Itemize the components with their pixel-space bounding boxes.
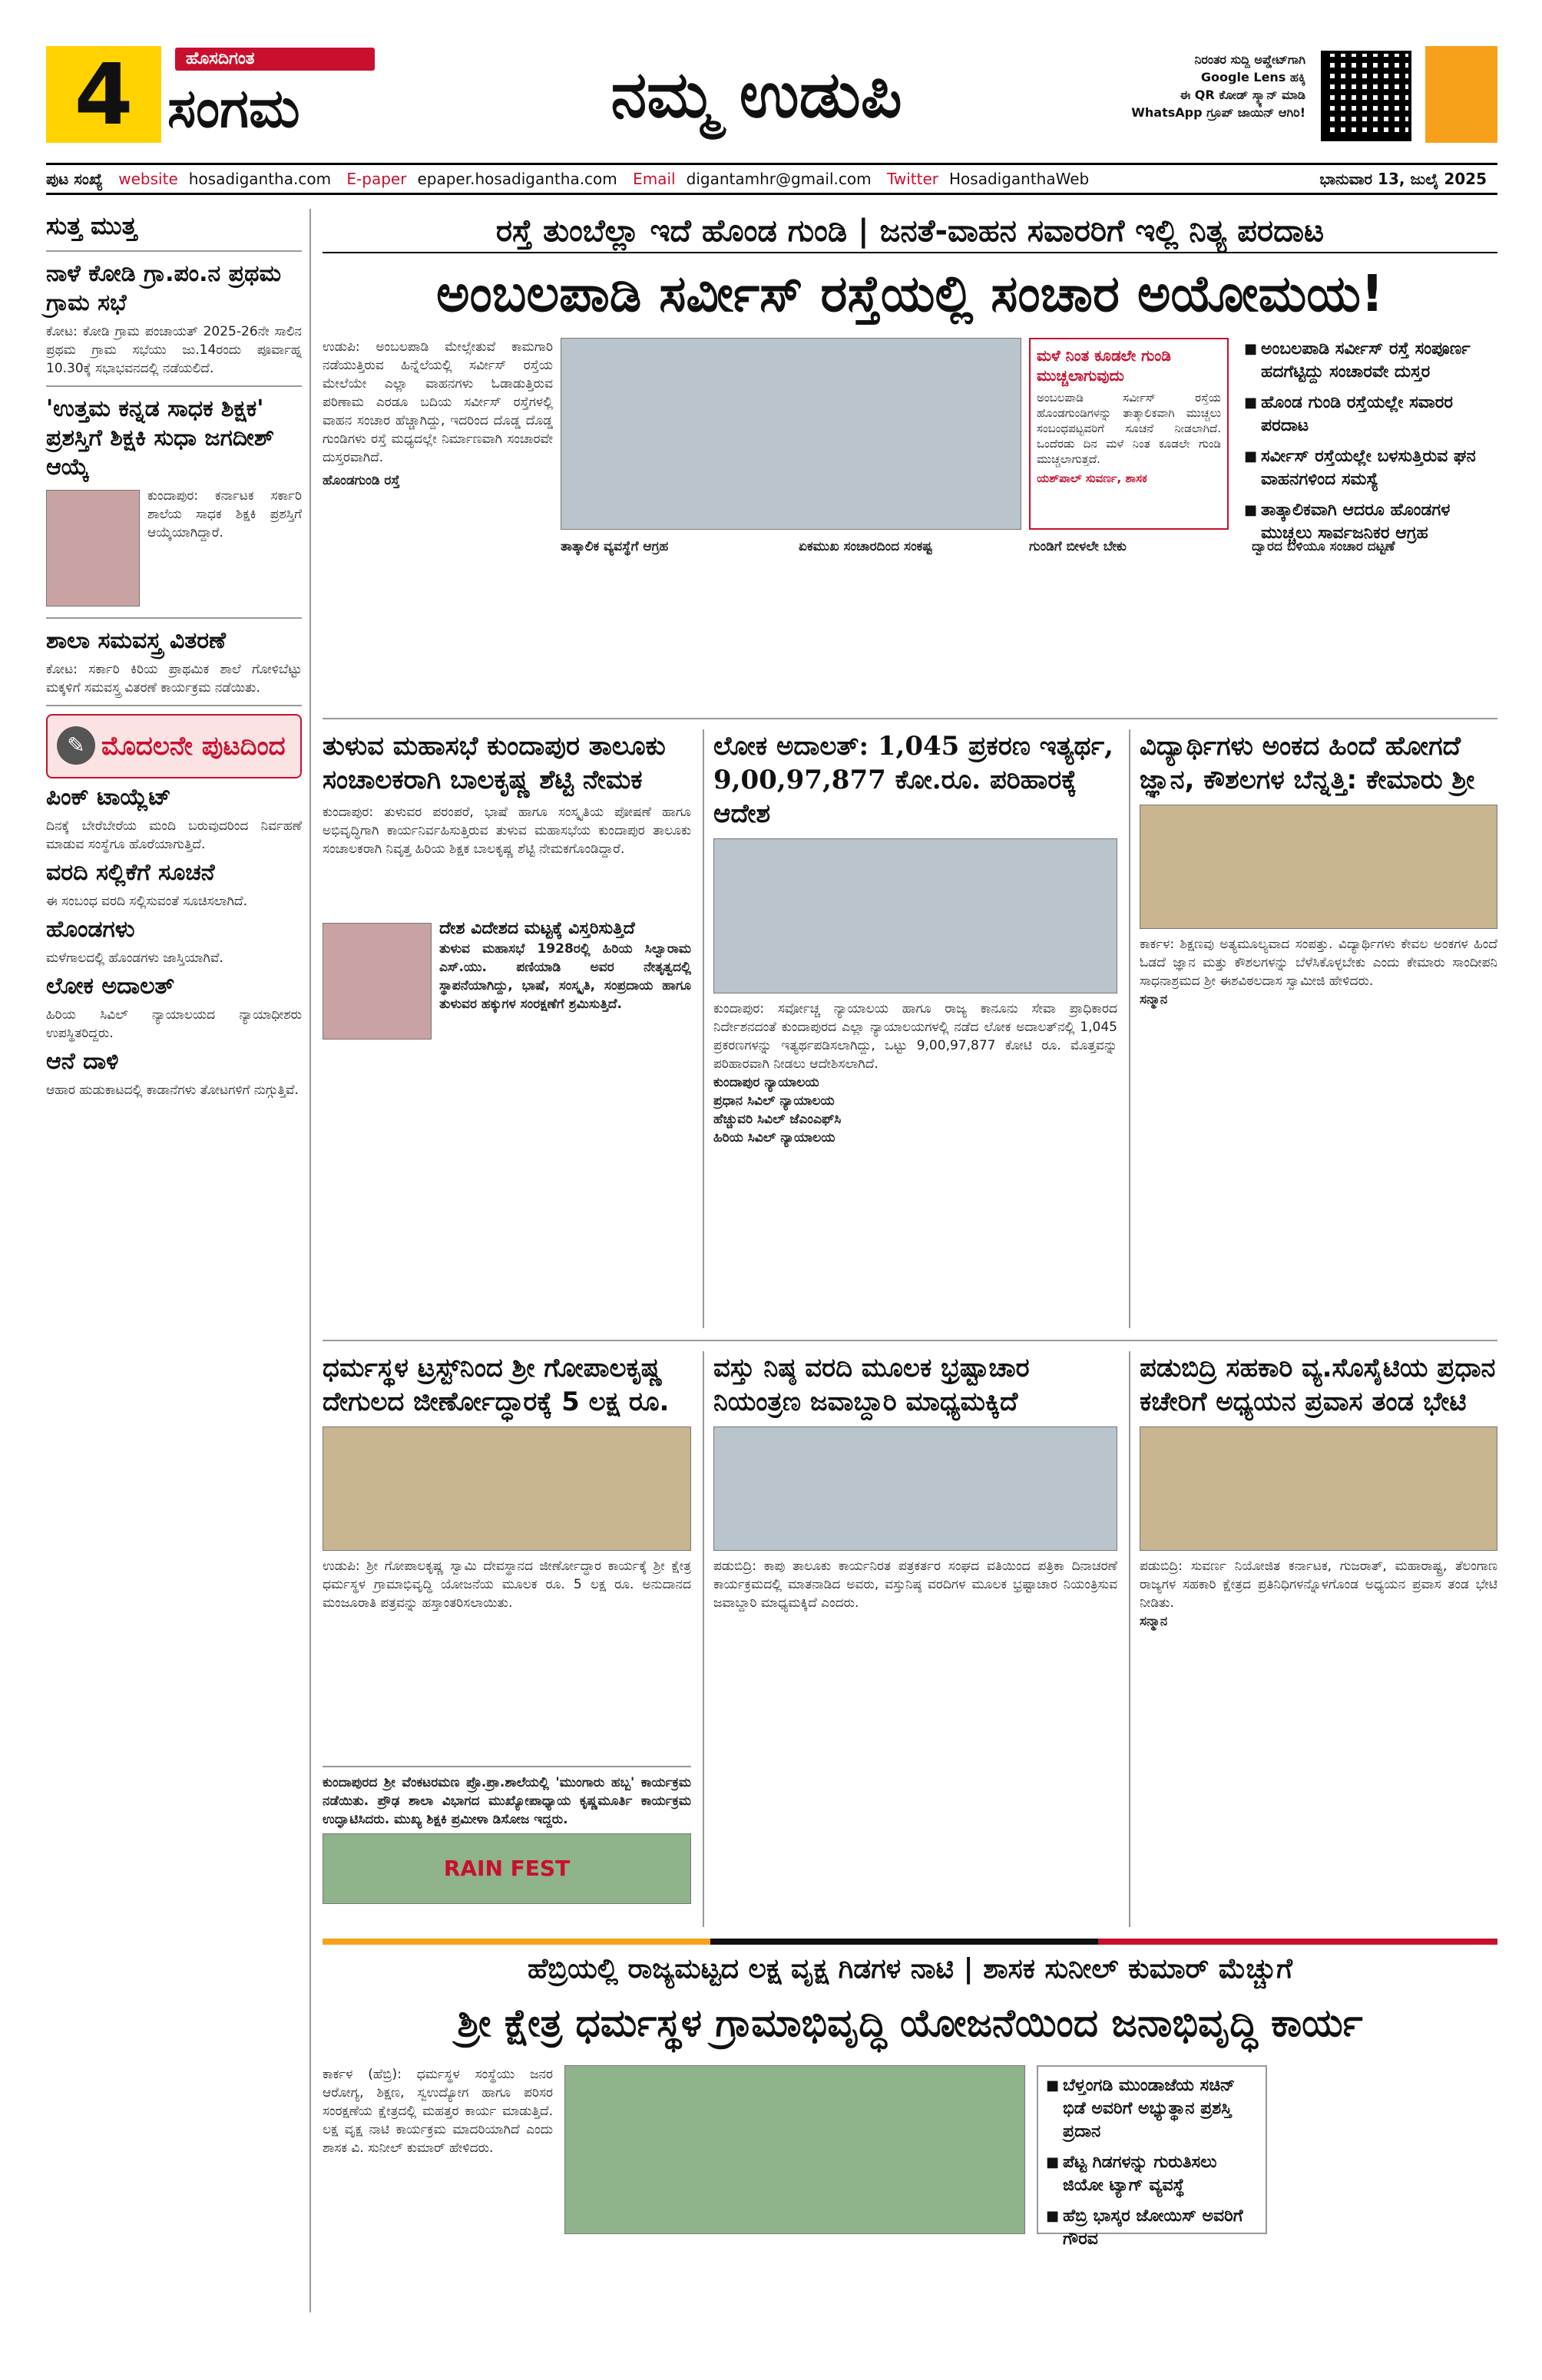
court-photo	[713, 838, 1117, 993]
story-body: ಕಾರ್ಕಳ: ಶಿಕ್ಷಣವು ಅತ್ಯಮೂಲ್ಯವಾದ ಸಂಪತ್ತು. ವಿದ್ಯಾರ್ಥಿಗಳು ಕೇವಲ ಅಂಕಗಳ ಹಿಂದೆ ಓಡದೆ ಜ್ಞಾನ ಮತ್ತು ಕೌಶಲಗಳನ್ನು ಬೆಳೆಸಿಕೊಳ್ಳಬೇಕು ಎಂದು ಕೇಮಾರು ಸಾಂದೀಪನಿ ಸಾಧನಾಶ್ರಮದ ಶ್ರೀ ಈಶವಿಠಲದಾಸ ಸ್ವಾಮೀಜಿ ಹೇಳಿದರು.	[1140, 937, 1497, 989]
news-headline: ಶಾಲಾ ಸಮವಸ್ತ್ರ ವಿತರಣೆ	[46, 627, 227, 654]
story-headline: ತುಳುವ ಮಹಾಸಭೆ ಕುಂದಾಪುರ ತಾಲೂಕು ಸಂಚಾಲಕರಾಗಿ ಬಾಲಕೃಷ್ಣ ಶೆಟ್ಟಿ ನೇಮಕ	[323, 731, 666, 795]
lead-subhead: ದ್ವಾರದ ಬಳಿಯೂ ಸಂಚಾರ ದಟ್ಟಣೆ	[1252, 539, 1395, 554]
lead-headline: ಅಂಬಲಪಾಡಿ ಸರ್ವೀಸ್ ರಸ್ತೆಯಲ್ಲಿ ಸಂಚಾರ ಅಯೋಮಯ!	[435, 264, 1385, 323]
first-page-title: ಮೊದಲನೇ ಪುಟದಿಂದ	[101, 731, 286, 762]
left-column	[46, 209, 311, 2312]
pencil-icon: ✎	[57, 726, 95, 765]
quote-by: ಯಶ್‌ಪಾಲ್ ಸುವರ್ಣ, ಶಾಸಕ	[1037, 471, 1147, 485]
story-body: ಉಡುಪಿ: ಶ್ರೀ ಗೋಪಾಲಕೃಷ್ಣ ಸ್ವಾಮಿ ದೇವಸ್ಥಾನದ ಜೀರ್ಣೋದ್ಧಾರ ಕಾರ್ಯಕ್ಕೆ ಶ್ರೀ ಕ್ಷೇತ್ರ ಧರ್ಮಸ್ಥಳ ಗ್ರಾಮಾಭಿವೃದ್ಧಿ ಯೋಜನೆಯ ಮೂಲಕ ರೂ. 5 ಲಕ್ಷ ರೂ. ಅನುದಾನದ ಮಂಜೂರಾತಿ ಪತ್ರವನ್ನು ಹಸ್ತಾಂತರಿಸಲಾಯಿತು.	[323, 1559, 691, 1611]
story-body: ಕುಂದಾಪುರ: ಸರ್ವೋಚ್ಚ ನ್ಯಾಯಾಲಯ ಹಾಗೂ ರಾಜ್ಯ ಕಾನೂನು ಸೇವಾ ಪ್ರಾಧಿಕಾರದ ನಿರ್ದೇಶನದಂತೆ ಕುಂದಾಪುರದ ಎಲ್ಲಾ ನ್ಯಾಯಾಲಯಗಳಲ್ಲಿ ನಡೆದ ಲೋಕ ಅದಾಲತ್‌ನಲ್ಲಿ 1,045 ಪ್ರಕರಣಗಳನ್ನು ಇತ್ಯರ್ಥಪಡಿಸಲಾಗಿದ್ದು, ಒಟ್ಟು 9,00,97,877 ಕೋಟಿ ರೂ. ಮೊತ್ತವನ್ನು ಪರಿಹಾರವಾಗಿ ನೀಡಲು ಆದೇಶಿಸಲಾಗಿದೆ.	[713, 1001, 1117, 1072]
news-body: ಕೋಟ: ಕೋಡಿ ಗ್ರಾಮ ಪಂಚಾಯತ್ 2025-26ನೇ ಸಾಲಿನ ಪ್ರಥಮ ಗ್ರಾಮ ಸಭೆಯು ಜು.14ರಂದು ಪೂರ್ವಾಹ್ನ 10.30ಕ್ಕೆ ಸಭಾಭವನದಲ್ಲಿ ನಡೆಯಲಿದೆ.	[46, 324, 302, 376]
bottom-headline: ಶ್ರೀ ಕ್ಷೇತ್ರ ಧರ್ಮಸ್ಥಳ ಗ್ರಾಮಾಭಿವೃದ್ಧಿ ಯೋಜನೆಯಿಂದ ಜನಾಭಿವೃದ್ಧಿ ಕಾರ್ಯ	[457, 2001, 1363, 2045]
email-link[interactable]: digantamhr@gmail.com	[686, 170, 872, 188]
brand-small: ಹೊಸದಿಗಂತ	[175, 48, 375, 71]
story-headline: ವಸ್ತು ನಿಷ್ಠ ವರದಿ ಮೂಲಕ ಭ್ರಷ್ಟಾಚಾರ ನಿಯಂತ್ರಣ ಜವಾಬ್ದಾರಿ ಮಾಧ್ಯಮಕ್ಕಿದೆ	[713, 1353, 1030, 1417]
lead-subhead: ಗುಂಡಿಗೆ ಬೀಳಲೇ ಬೇಕು	[1029, 539, 1127, 554]
quote-head: ಮಳೆ ನಿಂತ ಕೂಡಲೇ ಗುಂಡಿ ಮುಚ್ಚಲಾಗುವುದು	[1037, 346, 1171, 385]
news-body: ಕುಂದಾಪುರ: ಕರ್ನಾಟಕ ಸರ್ಕಾರಿ ಶಾಲೆಯ ಸಾಧಕ ಶಿಕ್ಷಕಿ ಪ್ರಶಸ್ತಿಗೆ ಆಯ್ಕೆಯಾಗಿದ್ದಾರೆ.	[147, 488, 302, 540]
bottom-bullet: ■ ಹೆಬ್ರಿ ಭಾಸ್ಕರ ಜೋಯಿಸ್ ಅವರಿಗೆ ಗೌರವ	[1046, 2205, 1258, 2251]
section-title: ನಮ್ಮ ಉಡುಪಿ	[611, 57, 902, 132]
lead-subhead: ತಾತ್ಕಾಲಿಕ ವ್ಯವಸ್ಥೆಗೆ ಆಗ್ರಹ	[561, 539, 669, 554]
lead-body-text: ಉಡುಪಿ: ಅಂಬಲಪಾಡಿ ಮೇಲ್ಸೇತುವೆ ಕಾಮಗಾರಿ ನಡೆಯುತ್ತಿರುವ ಹಿನ್ನೆಲೆಯಲ್ಲಿ ಸರ್ವೀಸ್ ರಸ್ತೆಯ ಮೇಲೆಯೇ ಎಲ್ಲಾ ವಾಹನಗಳು ಓಡಾಡುತ್ತಿರುವ ಪರಿಣಾಮ ಎರಡೂ ಬದಿಯ ಸರ್ವೀಸ್ ರಸ್ತೆಗಳಲ್ಲಿ ವಾಹನ ಸಂಚಾರ ಹೆಚ್ಚಾಗಿದ್ದು, ಇದರಿಂದ ದೊಡ್ಡ ದೊಡ್ಡ ಗುಂಡಿಗಳು ರಸ್ತೆ ಮಧ್ಯದಲ್ಲೇ ನಿರ್ಮಾಣವಾಗಿ ಸಂಚಾರವೇ ದುಸ್ತರವಾಗಿದೆ.	[323, 339, 553, 465]
page-label: ಪುಟ ಸಂಖ್ಯೆ	[46, 170, 103, 188]
story-headline: ಪಡುಬಿದ್ರಿ ಸಹಕಾರಿ ವ್ಯ.ಸೊಸೈಟಿಯ ಪ್ರಧಾನ ಕಚೇರಿಗೆ ಅಧ್ಯಯನ ಪ್ರವಾಸ ತಂಡ ಭೇಟಿ	[1140, 1353, 1496, 1417]
lead-body	[323, 338, 553, 699]
story-lok-adalat	[703, 729, 1117, 1328]
divider	[323, 1340, 1497, 1341]
website-label: website	[118, 170, 178, 188]
story-subhead: ಪ್ರಧಾನ ಸಿವಿಲ್ ನ್ಯಾಯಾಲಯ	[713, 1093, 835, 1109]
portrait-photo	[46, 490, 140, 607]
lead-subhead: ಏಕಮುಖ ಸಂಚಾರದಿಂದ ಸಂಕಷ್ಟ	[799, 539, 933, 554]
info-strip	[46, 163, 1497, 195]
snippet-headline: ಪಿಂಕ್ ಟಾಯ್ಲೆಟ್	[46, 784, 171, 811]
box-body: ತುಳುವ ಮಹಾಸಭೆ 1928ರಲ್ಲಿ ಹಿರಿಯ ಸಿಲ್ವಾರಾಮ ಎಸ್.ಯು. ಪಣಿಯಾಡಿ ಅವರ ನೇತೃತ್ವದಲ್ಲಿ ಸ್ಥಾಪನೆಯಾಗಿದ್ದು, ಭಾಷೆ, ಸಂಸ್ಕೃತಿ, ಸಂಪ್ರದಾಯ ಹಾಗೂ ತುಳುವರ ಹಕ್ಕುಗಳ ಸಂರಕ್ಷಣೆಗೆ ಶ್ರಮಿಸುತ್ತಿದೆ.	[439, 941, 691, 1012]
lead-bullet: ■ ಹೊಂಡ ಗುಂಡಿ ರಸ್ತೆಯಲ್ಲೇ ಸವಾರರ ಪರದಾಟ	[1244, 392, 1497, 438]
story-subhead: ಕುಂದಾಪುರ ನ್ಯಾಯಾಲಯ	[713, 1075, 819, 1090]
story-body: ಕುಂದಾಪುರ: ತುಳುವರ ಪರಂಪರೆ, ಭಾಷೆ ಹಾಗೂ ಸಂಸ್ಕೃತಿಯ ಪೋಷಣೆ ಹಾಗೂ ಅಭಿವೃದ್ಧಿಗಾಗಿ ಕಾರ್ಯನಿರ್ವಹಿಸುತ್ತಿರುವ ತುಳುವ ಮಹಾಸಭೆಯ ಕುಂದಾಪುರ ತಾಲೂಕು ಸಂಚಾಲಕರಾಗಿ ನಿವೃತ್ತ ಹಿರಿಯ ಶಿಕ್ಷಕ ಬಾಲಕೃಷ್ಣ ಶೆಟ್ಟಿ ನೇಮಕಗೊಂಡಿದ್ದಾರೆ.	[323, 805, 691, 857]
epaper-label: E-paper	[346, 170, 407, 188]
photo-caption: ಕುಂದಾಪುರದ ಶ್ರೀ ವೆಂಕಟರಮಣ ಪ್ರೊ.ಪ್ರಾ.ಶಾಲೆಯಲ್ಲಿ 'ಮುಂಗಾರು ಹಬ್ಬ' ಕಾರ್ಯಕ್ರಮ ನಡೆಯಿತು. ಪ್ರೌಢ ಶಾಲಾ ವಿಭಾಗದ ಮುಖ್ಯೋಪಾಧ್ಯಾಯ ಕೃಷ್ಣಮೂರ್ತಿ ಕಾರ್ಯಕ್ರಮ ಉದ್ಘಾಟಿಸಿದರು. ಮುಖ್ಯ ಶಿಕ್ಷಕಿ ಪ್ರಮೀಳಾ ಡಿಸೋಜ ಇದ್ದರು.	[323, 1775, 691, 1827]
twitter-label: Twitter	[886, 170, 938, 188]
snippet-headline: ಆನೆ ದಾಳಿ	[46, 1048, 119, 1075]
page-number: 4	[46, 46, 161, 143]
snippet-body: ಈ ಸಂಬಂಧ ವರದಿ ಸಲ್ಲಿಸುವಂತೆ ಸೂಚಿಸಲಾಗಿದೆ.	[46, 894, 247, 909]
event-photo	[713, 1426, 1117, 1551]
event-photo	[1140, 1426, 1497, 1551]
brand-name: ಸಂಗಮ	[167, 77, 300, 140]
story-headline: ಲೋಕ ಅದಾಲತ್: 1,045 ಪ್ರಕರಣ ಇತ್ಯರ್ಥ, 9,00,97,877 ಕೋ.ರೂ. ಪರಿಹಾರಕ್ಕೆ ಆದೇಶ	[713, 731, 1113, 829]
story-headline: ವಿದ್ಯಾರ್ಥಿಗಳು ಅಂಕದ ಹಿಂದೆ ಹೋಗದೆ ಜ್ಞಾನ, ಕೌಶಲಗಳ ಬೆನ್ನತ್ತಿ: ಕೇಮಾರು ಶ್ರೀ	[1140, 731, 1475, 795]
story-body: ಪಡುಬಿದ್ರಿ: ಸುವರ್ಣ ನಿಯೋಜಿತ ಕರ್ನಾಟಕ, ಗುಜರಾತ್, ಮಹಾರಾಷ್ಟ್ರ, ತೆಲಂಗಾಣ ರಾಜ್ಯಗಳ ಸಹಕಾರಿ ಕ್ಷೇತ್ರದ ಪ್ರತಿನಿಧಿಗಳನ್ನೊಳಗೊಂಡ ಅಧ್ಯಯನ ಪ್ರವಾಸ ತಂಡ ಭೇಟಿ ನೀಡಿತು.	[1140, 1559, 1497, 1611]
portrait-photo	[323, 923, 432, 1040]
story-media	[703, 1351, 1117, 1927]
qr-note-line: WhatsApp ಗ್ರೂಪ್ ಜಾಯಿನ್ ಆಗಿರಿ!	[1131, 105, 1305, 120]
snippet-headline: ಲೋಕ ಅದಾಲತ್	[46, 973, 175, 1000]
issue-date: ಭಾನುವಾರ 13, ಜುಲೈ 2025	[1319, 170, 1487, 188]
lead-col3	[799, 537, 1021, 699]
story-tuluva	[323, 729, 691, 1328]
epaper-link[interactable]: epaper.hosadigantha.com	[417, 170, 617, 188]
divider	[323, 718, 1497, 719]
qr-note-line: Google Lens ಹಕ್ಕಿ	[1200, 70, 1305, 84]
lead-bullets	[1244, 338, 1497, 543]
qr-note-line: ನಿರಂತರ ಸುದ್ದಿ ಅಪ್ಡೇಟ್‌ಗಾಗಿ	[1194, 52, 1305, 67]
tree-planting-photo	[564, 2065, 1025, 2234]
snippet-headline: ಹೊಂಡಗಳು	[46, 916, 135, 943]
lead-bullet: ■ ತಾತ್ಕಾಲಿಕವಾಗಿ ಆದರೂ ಹೊಂಡಗಳ ಮುಚ್ಚಲು ಸಾರ್ವಜನಿಕರ ಆಗ್ರಹ	[1244, 499, 1497, 545]
qr-code-icon[interactable]	[1321, 51, 1411, 141]
story-padubidri	[1129, 1351, 1497, 1927]
bottom-bullet: ■ ಪೆಟ್ಟ ಗಿಡಗಳನ್ನು ಗುರುತಿಸಲು ಜಿಯೋ ಟ್ಯಾಗ್ ವ್ಯವಸ್ಥೆ	[1046, 2151, 1258, 2197]
story-dharmasthala-trust	[323, 1351, 691, 1812]
lead-bullet: ■ ಅಂಬಲಪಾಡಿ ಸರ್ವೀಸ್ ರಸ್ತೆ ಸಂಪೂರ್ಣ ಹದಗೆಟ್ಟಿದ್ದು ಸಂಚಾರವೇ ದುಸ್ತರ	[1244, 338, 1497, 384]
column-title: ಸುತ್ತ ಮುತ್ತ	[46, 211, 137, 240]
masthead-accent	[1425, 46, 1497, 143]
email-label: Email	[633, 170, 676, 188]
twitter-link[interactable]: HosadiganthaWeb	[949, 170, 1090, 188]
snippet-body: ಆಹಾರ ಹುಡುಕಾಟದಲ್ಲಿ ಕಾಡಾನೆಗಳು ತೋಟಗಳಿಗೆ ನುಗ್ಗುತ್ತಿವೆ.	[46, 1083, 299, 1098]
snippet-headline: ವರದಿ ಸಲ್ಲಿಕೆಗೆ ಸೂಚನೆ	[46, 859, 215, 886]
bottom-body: ಕಾರ್ಕಳ (ಹೆಬ್ರಿ): ಧರ್ಮಸ್ಥಳ ಸಂಸ್ಥೆಯು ಜನರ ಆರೋಗ್ಯ, ಶಿಕ್ಷಣ, ಸ್ವಉದ್ಯೋಗ ಹಾಗೂ ಪರಿಸರ ಸಂರಕ್ಷಣೆಯ ಕ್ಷೇತ್ರದಲ್ಲಿ ಮಹತ್ತರ ಕಾರ್ಯ ಮಾಡುತ್ತಿದೆ. ಲಕ್ಷ ವೃಕ್ಷ ನಾಟಿ ಕಾರ್ಯಕ್ರಮ ಮಾದರಿಯಾಗಿದೆ ಎಂದು ಶಾಸಕ ವಿ. ಸುನೀಲ್ ಕುಮಾರ್ ಹೇಳಿದರು.	[323, 2067, 553, 2156]
box-head: ದೇಶ ವಿದೇಶದ ಮಟ್ಟಕ್ಕೆ ವಿಸ್ತರಿಸುತ್ತಿದೆ	[439, 919, 635, 938]
story-subhead: ಹಿರಿಯ ಸಿವಿಲ್ ನ್ಯಾಯಾಲಯ	[713, 1130, 836, 1145]
quote-box	[1029, 338, 1229, 530]
event-photo	[323, 1426, 691, 1551]
rain-fest-banner: RAIN FEST	[323, 1833, 691, 1904]
lead-kicker: ರಸ್ತೆ ತುಂಬೆಲ್ಲಾ ಇದೆ ಹೊಂಡ ಗುಂಡಿ | ಜನತೆ-ವಾಹನ ಸವಾರರಿಗೆ ಇಲ್ಲಿ ನಿತ್ಯ ಪರದಾಟ	[323, 209, 1497, 253]
story-subhead: ಹೆಚ್ಚುವರಿ ಸಿವಿಲ್ ಜೆಎಂಎಫ್‌ಸಿ	[713, 1112, 842, 1127]
lead-subhead: ಹೊಂಡಗುಂಡಿ ರಸ್ತೆ	[323, 473, 400, 488]
qr-note-line: ಈ QR ಕೋಡ್ ಸ್ಕ್ಯಾನ್ ಮಾಡಿ	[1180, 88, 1305, 102]
news-headline: ನಾಳೆ ಕೋಡಿ ಗ್ರಾ.ಪಂ.ನ ಪ್ರಥಮ ಗ್ರಾಮ ಸಭೆ	[46, 260, 282, 316]
color-divider	[323, 1939, 1497, 1945]
lead-bullet: ■ ಸರ್ವೀಸ್ ರಸ್ತೆಯಲ್ಲೇ ಬಳಸುತ್ತಿರುವ ಘನ ವಾಹನಗಳಿಂದ ಸಮಸ್ಯೆ	[1244, 445, 1497, 491]
lead-photo	[561, 338, 1021, 530]
bottom-bullet: ■ ಬೆಳ್ತಂಗಡಿ ಮುಂಡಾಜೆಯ ಸಚಿನ್ ಭಿಡೆ ಅವರಿಗೆ ಅಭ್ಯುತ್ಥಾನ ಪ್ರಶಸ್ತಿ ಪ್ರದಾನ	[1046, 2074, 1258, 2144]
lead-col2	[561, 537, 783, 699]
snippet-body: ಮಳೆಗಾಲದಲ್ಲಿ ಹೊಂಡಗಳು ಜಾಸ್ತಿಯಾಗಿವೆ.	[46, 950, 223, 966]
website-link[interactable]: hosadigantha.com	[188, 170, 332, 188]
story-subhead: ಸನ್ಮಾನ	[1140, 1614, 1168, 1629]
bottom-kicker: ಹೆಬ್ರಿಯಲ್ಲಿ ರಾಜ್ಯಮಟ್ಟದ ಲಕ್ಷ ವೃಕ್ಷ ಗಿಡಗಳ ನಾಟಿ | ಶಾಸಕ ಸುನೀಲ್ ಕುಮಾರ್ ಮೆಚ್ಚುಗೆ	[528, 1953, 1292, 1985]
bottom-bullets	[1037, 2065, 1267, 2249]
news-body: ಕೋಟ: ಸರ್ಕಾರಿ ಕಿರಿಯ ಪ್ರಾಥಮಿಕ ಶಾಲೆ ಗೋಳಿಬೆಟ್ಟು ಮಕ್ಕಳಿಗೆ ಸಮವಸ್ತ್ರ ವಿತರಣೆ ಕಾರ್ಯಕ್ರಮ ನಡೆಯಿತು.	[46, 662, 302, 696]
story-body: ಪಡುಬಿದ್ರಿ: ಕಾಪು ತಾಲೂಕು ಕಾರ್ಯನಿರತ ಪತ್ರಕರ್ತರ ಸಂಘದ ವತಿಯಿಂದ ಪತ್ರಿಕಾ ದಿನಾಚರಣೆ ಕಾರ್ಯಕ್ರಮದಲ್ಲಿ ಮಾತನಾಡಿದ ಅವರು, ವಸ್ತುನಿಷ್ಠ ವರದಿಗಳ ಮೂಲಕ ಭ್ರಷ್ಟಾಚಾರ ನಿಯಂತ್ರಿಸುವ ಜವಾಬ್ದಾರಿ ಮಾಧ್ಯಮಕ್ಕಿದೆ ಎಂದರು.	[713, 1559, 1117, 1611]
first-page-banner	[46, 714, 302, 778]
qr-note	[1098, 51, 1305, 143]
story-subhead: ಸನ್ಮಾನ	[1140, 992, 1168, 1007]
lead-story	[323, 338, 1497, 706]
lead-col4	[1029, 537, 1244, 699]
lead-col5	[1252, 537, 1497, 699]
news-headline: 'ಉತ್ತಮ ಕನ್ನಡ ಸಾಧಕ ಶಿಕ್ಷಕ' ಪ್ರಶಸ್ತಿಗೆ ಶಿಕ್ಷಕಿ ಸುಧಾ ಜಗದೀಶ್ ಆಯ್ಕೆ	[46, 395, 274, 481]
event-photo	[1140, 805, 1497, 929]
snippet-body: ದಿನಕ್ಕೆ ಬೇರೆಬೇರೆಯ ಮಂದಿ ಬರುವುದರಿಂದ ನಿರ್ವಹಣೆ ಮಾಡುವ ಸಂಸ್ಥೆಗೂ ಹೊರೆಯಾಗುತ್ತಿದೆ.	[46, 818, 302, 852]
quote-body: ಅಂಬಲಪಾಡಿ ಸರ್ವೀಸ್ ರಸ್ತೆಯ ಹೊಂಡಗುಂಡಿಗಳನ್ನು ತಾತ್ಕಾಲಿಕವಾಗಿ ಮುಚ್ಚಲು ಸಂಬಂಧಪಟ್ಟವರಿಗೆ ಸೂಚನೆ ನೀಡಲಾಗಿದೆ. ಒಂದೆರಡು ದಿನ ಮಳೆ ನಿಂತ ಕೂಡಲೇ ಗುಂಡಿ ಮುಚ್ಚಲಾಗುತ್ತದೆ.	[1037, 391, 1221, 466]
story-headline: ಧರ್ಮಸ್ಥಳ ಟ್ರಸ್ಟ್‌ನಿಂದ ಶ್ರೀ ಗೋಪಾಲಕೃಷ್ಣ ದೇಗುಲದ ಜೀರ್ಣೋದ್ಧಾರಕ್ಕೆ 5 ಲಕ್ಷ ರೂ.	[323, 1353, 670, 1417]
story-rain-fest	[323, 1766, 691, 1927]
story-kemaru	[1129, 729, 1497, 1328]
snippet-body: ಹಿರಿಯ ಸಿವಿಲ್ ನ್ಯಾಯಾಲಯದ ನ್ಯಾಯಾಧೀಶರು ಉಪಸ್ಥಿತರಿದ್ದರು.	[46, 1007, 302, 1041]
